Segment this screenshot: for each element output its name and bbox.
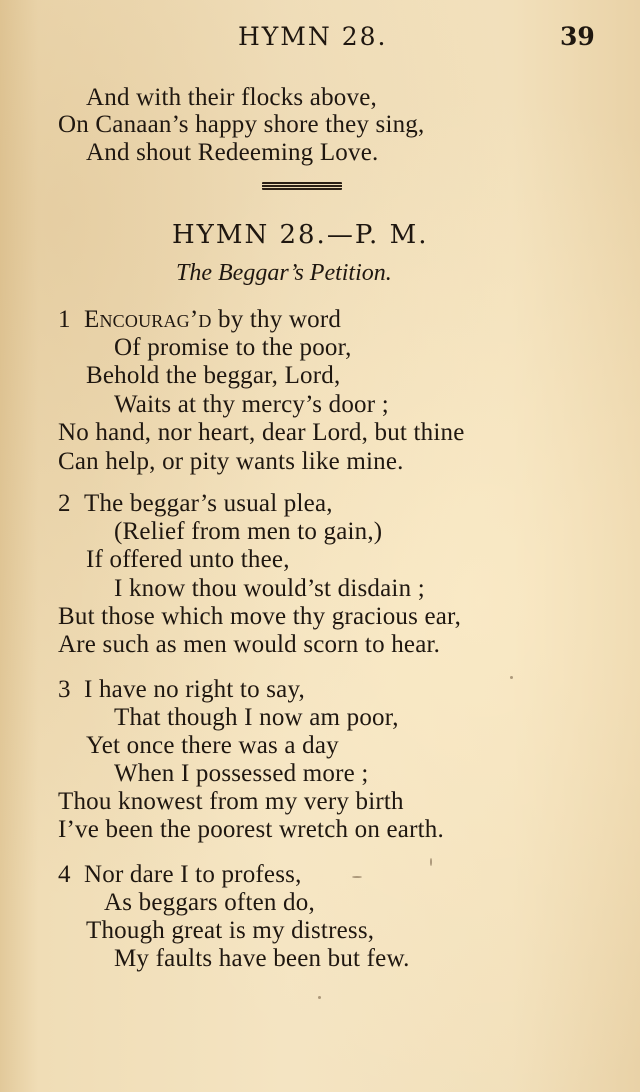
stanza-line: Though great is my distress, — [86, 917, 375, 944]
stanza-line: Yet once there was a day — [86, 732, 339, 759]
stanza-line: (Relief from men to gain,) — [114, 518, 383, 545]
stanza-line-text: by thy word — [211, 306, 342, 333]
paper-speck — [430, 858, 432, 866]
stanza-line: That though I now am poor, — [114, 704, 399, 731]
paper-speck — [318, 996, 321, 999]
paper-speck — [510, 676, 513, 679]
stanza-line-text: I have no right to say, — [84, 676, 305, 703]
stanza-line: Thou knowest from my very birth — [58, 788, 404, 815]
previous-hymn-line: On Canaan’s happy shore they sing, — [58, 111, 425, 138]
section-divider — [262, 182, 342, 190]
stanza-number: 2 — [58, 490, 71, 517]
stanza-line — [58, 490, 333, 518]
stanza-first-word: Encourag’d — [84, 306, 212, 333]
stanza-line: As beggars often do, — [104, 889, 315, 916]
stanza-line — [58, 306, 341, 334]
hymn-subtitle: The Beggar’s Petition. — [176, 260, 392, 286]
stanza-line: No hand, nor heart, dear Lord, but thine — [58, 419, 465, 446]
stanza-line-text: Nor dare I to profess, — [84, 861, 302, 888]
stanza-line — [58, 861, 302, 889]
stanza-line: Are such as men would scorn to hear. — [58, 631, 441, 658]
stanza-line: Of promise to the poor, — [114, 334, 352, 361]
stanza-number: 4 — [58, 861, 71, 888]
page-header — [0, 22, 640, 62]
stanza-line: I know thou would’st disdain ; — [114, 575, 425, 602]
stanza-line: If offered unto thee, — [86, 546, 290, 573]
previous-hymn-line: And shout Redeeming Love. — [86, 139, 379, 166]
stanza-line: Can help, or pity wants like mine. — [58, 448, 404, 475]
stanza-line: I’ve been the poorest wretch on earth. — [58, 816, 444, 843]
stanza-line: But those which move thy gracious ear, — [58, 603, 462, 630]
hymn-heading: HYMN 28.—P. M. — [172, 220, 429, 250]
stanza-line — [58, 676, 305, 704]
stanza-number: 1 — [58, 306, 71, 333]
stanza-line: When I possessed more ; — [114, 760, 369, 787]
previous-hymn-line: And with their flocks above, — [86, 84, 377, 111]
stanza-line: Behold the beggar, Lord, — [86, 362, 341, 389]
stanza-number: 3 — [58, 676, 71, 703]
stanza-line: My faults have been but few. — [114, 945, 410, 972]
page-number: 39 — [560, 22, 595, 51]
running-title: HYMN 28. — [238, 22, 388, 51]
paper-speck — [352, 876, 362, 878]
stanza-line-text: The beggar’s usual plea, — [84, 490, 333, 517]
stanza-line: Waits at thy mercy’s door ; — [114, 391, 389, 418]
